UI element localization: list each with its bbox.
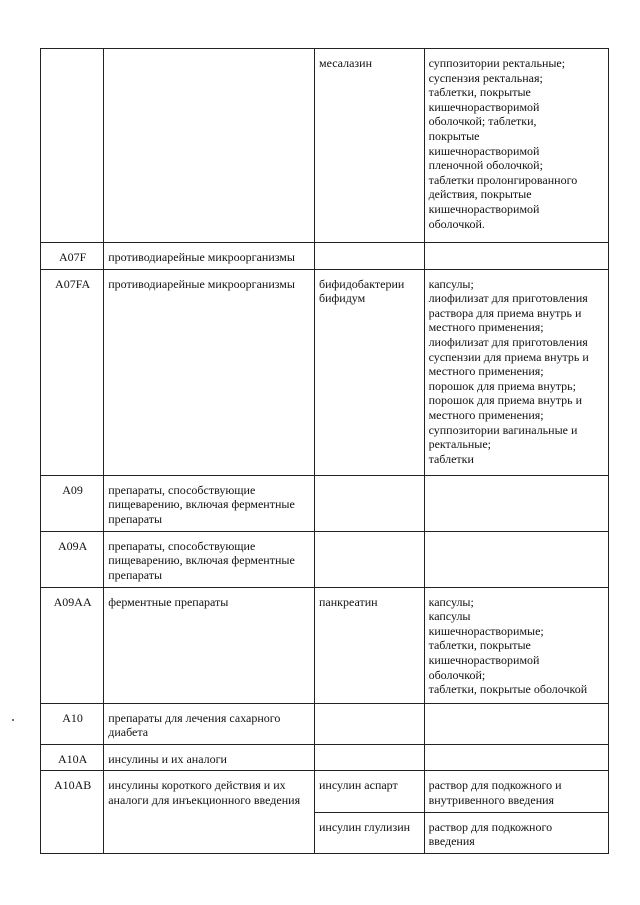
group-name-cell: ферментные препараты [104,587,315,703]
drug-name-cell [314,475,424,531]
dosage-form-line: раствора для приема внутрь и [428,305,582,320]
table-row [41,531,609,587]
dosage-form-line: капсулы; [428,276,474,291]
group-name-cell: противодиарейные микроорганизмы [104,269,315,475]
dosage-form-cell [424,744,608,771]
dosage-form-line: порошок для приема внутрь; [428,378,576,393]
dosage-form-line: местного применения; [428,320,544,335]
dosage-form-line: таблетки, покрытые [428,85,531,100]
dosage-form-line: суспензии для приема внутрь и [428,349,589,364]
atc-code-cell: A10 [41,703,104,744]
dosage-form-line: действия, покрытые [428,187,532,202]
group-name-cell [104,49,315,243]
group-name-cell: инсулины короткого действия и их аналоги для инъекционного введения [104,771,315,853]
drug-name-cell: инсулин аспарт [314,771,424,812]
dosage-form-line: суспензия ректальная; [428,70,543,85]
drug-list-table [40,48,609,854]
dosage-form-line: оболочкой; [428,667,486,682]
dosage-form-line: оболочкой. [428,216,485,231]
drug-name-cell [314,703,424,744]
group-name-cell: препараты, способствующие пищеварению, включая ферментные препараты [104,531,315,587]
atc-code-cell: A07F [41,243,104,270]
dosage-form-line: пленочной оболочкой; [428,158,543,173]
atc-code-cell: A09 [41,475,104,531]
dosage-form-cell [424,587,608,703]
dosage-form-line: таблетки, покрытые [428,638,531,653]
dosage-form-cell [424,243,608,270]
table-row [41,49,609,243]
dosage-form-cell [424,269,608,475]
atc-code-cell: A10AB [41,771,104,853]
drug-name-cell: бифидобактерии бифидум [314,269,424,475]
drug-name-cell: месалазин [314,49,424,243]
group-name-cell: препараты для лечения сахарного диабета [104,703,315,744]
dosage-form-line: покрытые [428,128,480,143]
dosage-form-line: раствор для подкожного и [428,778,562,793]
dosage-form-line: кишечнорастворимой [428,99,540,114]
group-name-cell: препараты, способствующие пищеварению, включая ферментные препараты [104,475,315,531]
table-row [41,703,609,744]
dosage-form-cell [424,49,608,243]
dosage-form-line: таблетки, покрытые оболочкой [428,682,588,697]
drug-name-cell [314,744,424,771]
atc-code-cell: A09A [41,531,104,587]
dosage-form-line: кишечнорастворимой [428,652,540,667]
dosage-form-line: ректальные; [428,437,491,452]
scan-dot-mark [12,719,14,721]
dosage-form-line: капсулы; [428,594,474,609]
dosage-form-line: капсулы [428,609,471,624]
atc-code-cell: A09AA [41,587,104,703]
atc-code-cell: A07FA [41,269,104,475]
dosage-form-line: кишечнорастворимой [428,201,540,216]
dosage-form-line: кишечнорастворимые; [428,623,544,638]
dosage-form-line: кишечнорастворимой [428,143,540,158]
table-row [41,475,609,531]
table-row [41,243,609,270]
group-name-cell: инсулины и их аналоги [104,744,315,771]
dosage-form-line: местного применения; [428,407,544,422]
table-row [41,269,609,475]
drug-name-cell [314,243,424,270]
dosage-form-line: лиофилизат для приготовления [428,334,588,349]
drug-name-cell: панкреатин [314,587,424,703]
dosage-form-cell [424,475,608,531]
dosage-form-line: таблетки пролонгированного [428,172,578,187]
group-name-cell: противодиарейные микроорганизмы [104,243,315,270]
dosage-form-cell [424,703,608,744]
dosage-form-line: порошок для приема внутрь и [428,393,583,408]
dosage-form-line: таблетки [428,451,474,466]
dosage-form-line: оболочкой; таблетки, [428,114,537,129]
dosage-form-cell [424,812,608,853]
dosage-form-cell [424,531,608,587]
dosage-form-line: суппозитории ректальные; [428,56,566,70]
dosage-form-line: суппозитории вагинальные и [428,422,578,437]
atc-code-cell [41,49,104,243]
table-row [41,744,609,771]
dosage-form-line: местного применения; [428,364,544,379]
table-row [41,587,609,703]
table-row [41,771,609,812]
atc-code-cell: A10A [41,744,104,771]
dosage-form-line: введения [428,834,475,849]
dosage-form-line: раствор для подкожного [428,819,553,834]
drug-name-cell: инсулин глулизин [314,812,424,853]
dosage-form-line: внутривенного введения [428,792,555,807]
dosage-form-cell [424,771,608,812]
drug-name-cell [314,531,424,587]
dosage-form-line: лиофилизат для приготовления [428,291,588,306]
